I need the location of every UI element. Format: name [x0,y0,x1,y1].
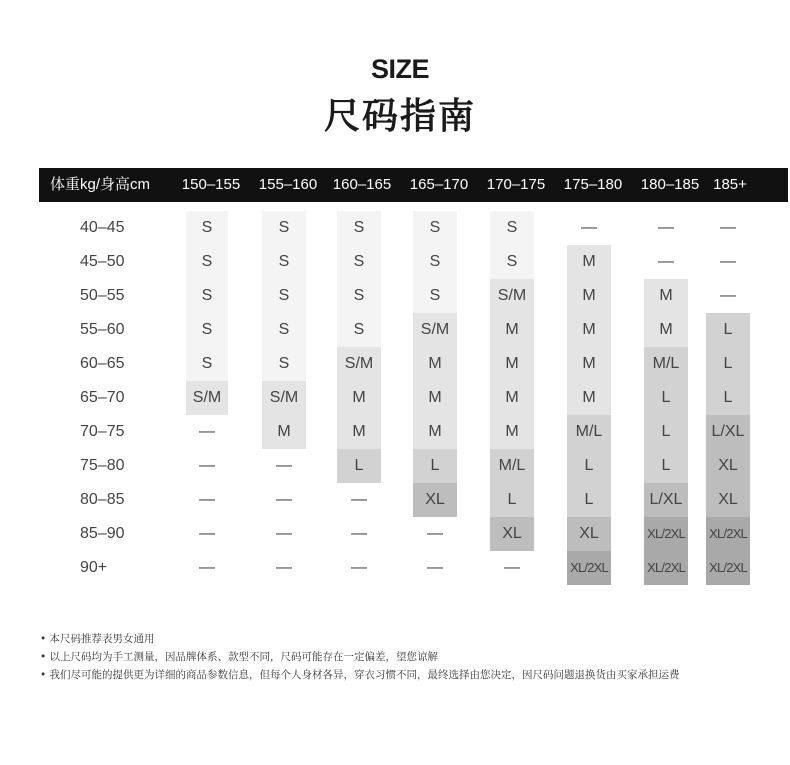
size-cell: M/L [652,355,680,372]
size-cell: XL [502,525,522,542]
size-cell: — [720,219,736,236]
size-cell: S [278,219,290,236]
height-header-1: 150–155 [181,176,241,193]
size-cell: S/M [344,355,374,372]
size-cell: — [427,559,443,576]
size-cell: M [505,389,519,406]
size-cell: M [505,355,519,372]
size-cell: S/M [269,389,299,406]
height-header-7: 180–185 [640,176,700,193]
size-cell: M [582,389,596,406]
size-cell: — [351,525,367,542]
size-cell: M [505,423,519,440]
size-cell: XL/2XL [709,526,747,541]
size-cell: M [659,321,673,338]
weight-label: 50–55 [80,287,125,304]
weight-label: 90+ [80,559,108,576]
size-table-header [39,168,788,202]
size-cell: — [199,457,215,474]
size-cell: S [353,219,365,236]
size-cell: S [429,287,441,304]
weight-label: 80–85 [80,491,125,508]
size-cell: L [584,457,594,474]
size-cell: — [199,559,215,576]
size-cell: L [661,423,671,440]
size-cell: M [582,253,596,270]
size-cell: L [584,491,594,508]
size-cell: M [428,423,442,440]
size-cell: — [199,423,215,440]
note-text: 本尺码推荐表男女通用 [49,633,155,645]
size-cell: M/L [575,423,603,440]
height-header-6: 175–180 [563,176,623,193]
weight-label: 70–75 [80,423,125,440]
note-item [40,630,680,648]
title-cn: 尺码指南 [323,96,476,137]
weight-label: 40–45 [80,219,125,236]
corner-label: 体重kg/身高cm [50,176,151,193]
note-item [40,648,680,666]
size-cell: L [661,389,671,406]
size-cell: — [658,219,674,236]
size-cell: XL/2XL [647,526,685,541]
note-text: 以上尺码均为手工测量，因品牌体系、款型不同，尺码可能存在一定偏差，望您谅解 [49,651,439,663]
size-cell: S/M [192,389,222,406]
size-cell: M [582,321,596,338]
size-cell: S [278,321,290,338]
size-cell: S [353,253,365,270]
size-cell: S [429,253,441,270]
note-item [40,666,680,684]
notes-list [40,630,680,684]
size-cell: M [582,287,596,304]
size-cell: L/XL [649,491,683,508]
size-cell: S [278,355,290,372]
size-cell: — [720,253,736,270]
size-cell: XL [718,491,738,508]
size-cell: — [720,287,736,304]
weight-label: 55–60 [80,321,125,338]
size-cell: L/XL [711,423,745,440]
size-cell: XL/2XL [709,560,747,575]
size-cell: M [582,355,596,372]
size-cell: M [659,287,673,304]
size-cell: — [276,457,292,474]
weight-label: 60–65 [80,355,125,372]
size-cell: M [428,389,442,406]
size-cell: S [353,287,365,304]
size-cell: M [428,355,442,372]
size-cell: S [201,287,213,304]
size-cell: M [277,423,291,440]
size-cell: L [507,491,517,508]
size-cell: S [278,287,290,304]
size-cell: S/M [497,287,527,304]
height-header-8: 185+ [713,176,747,193]
size-cell: S [429,219,441,236]
height-header-3: 160–165 [332,176,392,193]
size-cell: S [353,321,365,338]
size-cell: — [427,525,443,542]
size-cell: — [276,491,292,508]
size-cell: L [354,457,364,474]
size-cell: — [504,559,520,576]
size-cell: S [201,321,213,338]
size-cell: L [723,321,733,338]
size-cell: S/M [420,321,450,338]
title-en: SIZE [370,54,429,84]
size-cell: S [201,253,213,270]
size-cell: M [352,389,366,406]
weight-label: 85–90 [80,525,125,542]
weight-label: 65–70 [80,389,125,406]
size-cell: M [505,321,519,338]
weight-label: 45–50 [80,253,125,270]
size-cell: XL/2XL [570,560,608,575]
size-cell: S [201,219,213,236]
size-cell: XL/2XL [647,560,685,575]
note-text: 我们尽可能的提供更为详细的商品参数信息，但每个人身材各异，穿衣习惯不同，最终选择由您决定，因尺码问题退换货由买家承担运费 [49,669,680,681]
size-cell: XL [425,491,445,508]
size-cell: S [506,253,518,270]
size-cell: L [723,355,733,372]
size-cell: M/L [498,457,526,474]
size-cell: — [199,525,215,542]
height-header-4: 165–170 [409,176,469,193]
size-cell: — [276,525,292,542]
bullet: • [40,669,50,681]
size-cell: S [278,253,290,270]
size-cell: M [352,423,366,440]
size-cell: — [351,559,367,576]
size-cell: — [658,253,674,270]
size-cell: L [661,457,671,474]
height-header-2: 155–160 [258,176,318,193]
size-cell: S [506,219,518,236]
size-cell: S [201,355,213,372]
size-cell: XL [579,525,599,542]
size-cell: — [276,559,292,576]
size-cell: XL [718,457,738,474]
size-cell: L [723,389,733,406]
size-cell: — [199,491,215,508]
size-cell: — [351,491,367,508]
bullet: • [40,651,50,663]
size-cell: — [581,219,597,236]
weight-label: 75–80 [80,457,125,474]
size-cell: L [430,457,440,474]
bullet: • [40,633,50,645]
height-header-5: 170–175 [486,176,546,193]
